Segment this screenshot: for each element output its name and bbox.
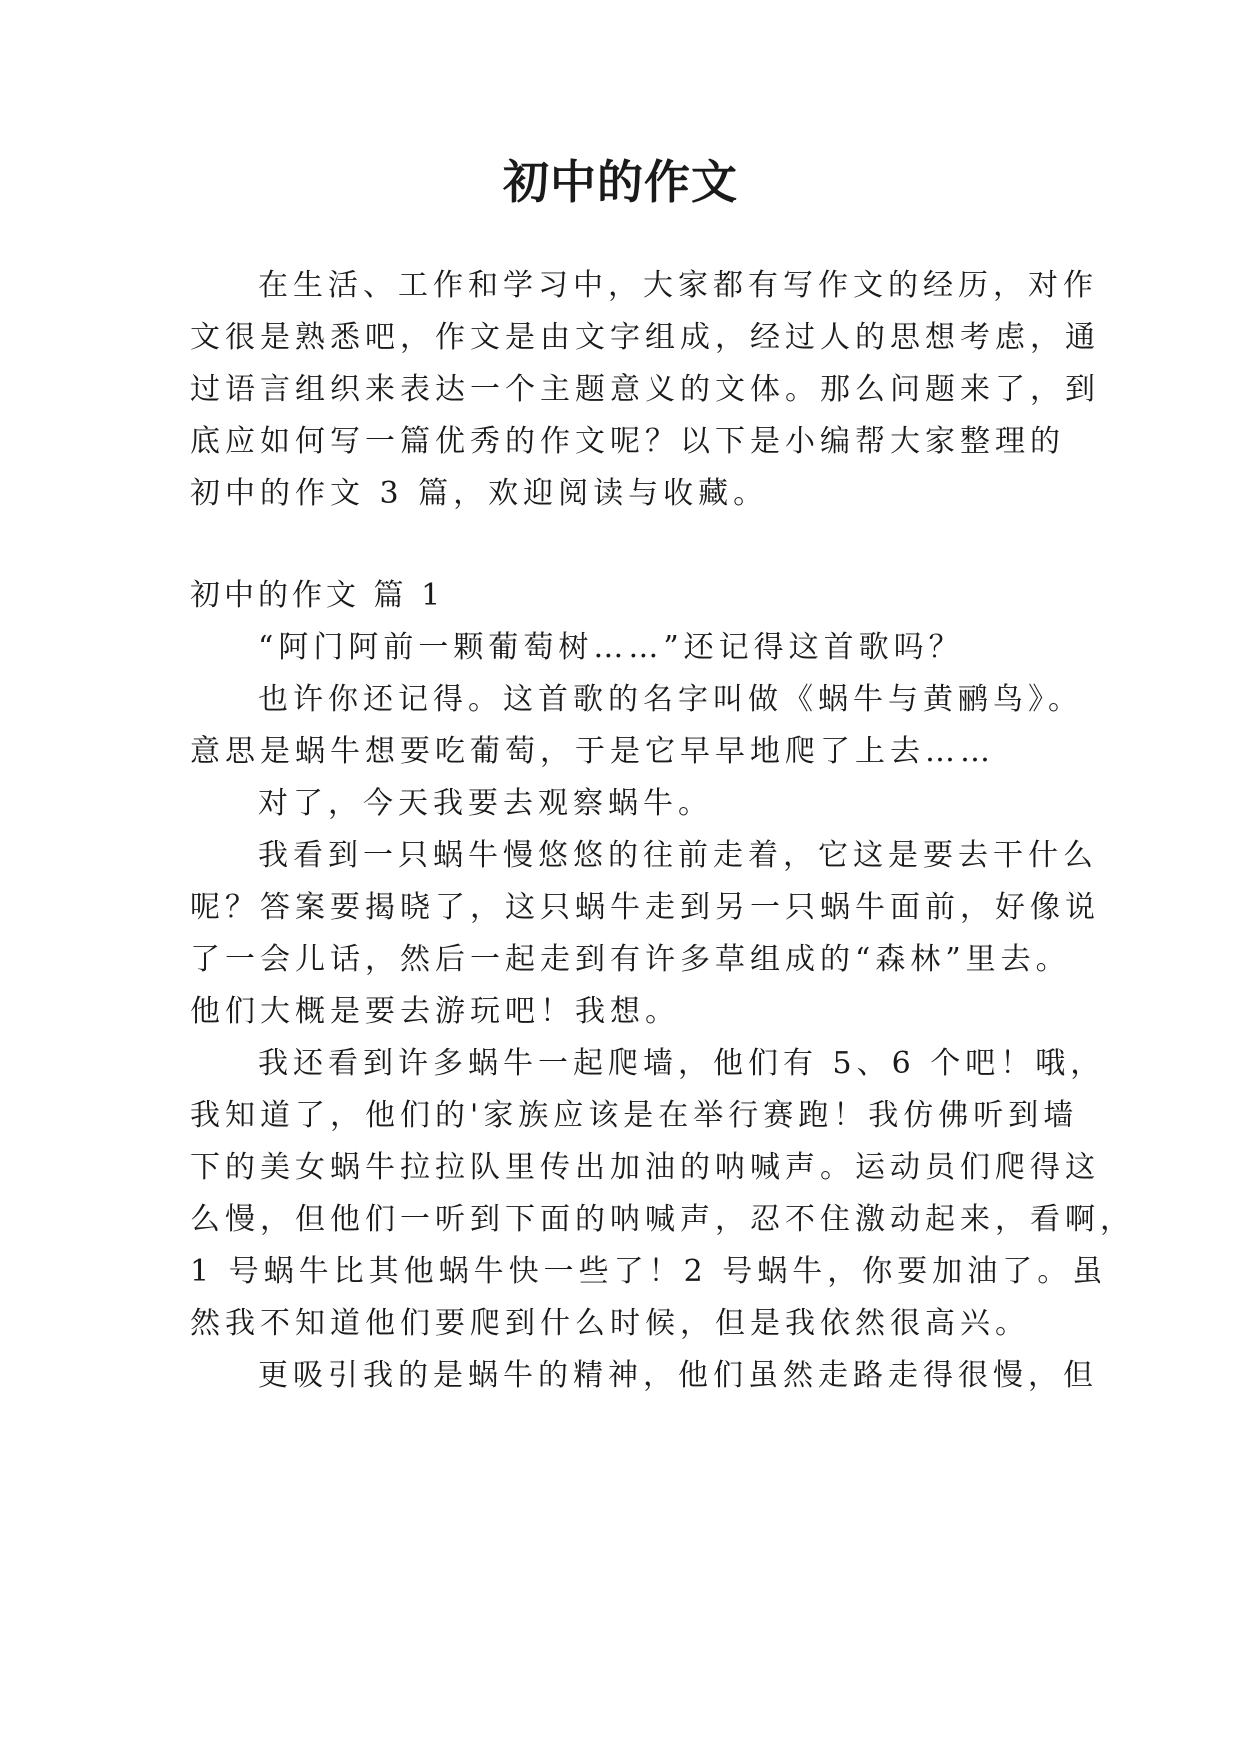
intro-line: 初中的作文 3 篇，欢迎阅读与收藏。 [190,476,769,511]
body-line: 意思是蜗牛想要吃葡萄，于是它早早地爬了上去…… [190,734,995,769]
body-line: 1 号蜗牛比其他蜗牛快一些了！2 号蜗牛，你要加油了。虽 [190,1254,1108,1289]
body-line: 也许你还记得。这首歌的名字叫做《蜗牛与黄鹂鸟》。 [258,682,1083,717]
body-line: 对了，今天我要去观察蜗牛。 [258,786,713,821]
section-heading: 初中的作文 篇 1 [190,578,445,613]
body-line: 更吸引我的是蜗牛的精神，他们虽然走路走得很慢，但 [258,1358,1098,1393]
body-line: 我看到一只蜗牛慢悠悠的往前走着，它这是要去干什么 [258,838,1098,873]
body-line: 他们大概是要去游玩吧！我想。 [190,994,680,1029]
intro-line: 过语言组织来表达一个主题意义的文体。那么问题来了，到 [190,372,1100,407]
body-line: 呢？答案要揭晓了，这只蜗牛走到另一只蜗牛面前，好像说 [190,890,1100,925]
body-line: 么慢，但他们一听到下面的呐喊声，忍不住激动起来，看啊， [190,1202,1135,1237]
body-line: 我知道了，他们的'家族应该是在举行赛跑！我仿佛听到墙 [190,1098,1079,1133]
body-line: 我还看到许多蜗牛一起爬墙，他们有 5、6 个吧！哦， [258,1046,1106,1081]
body-line: 下的美女蜗牛拉拉队里传出加油的呐喊声。运动员们爬得这 [190,1150,1100,1185]
body-line: 了一会儿话，然后一起走到有许多草组成的“森林”里去。 [190,942,1071,977]
body-line: 然我不知道他们要爬到什么时候，但是我依然很高兴。 [190,1306,1030,1341]
intro-line: 底应如何写一篇优秀的作文呢？以下是小编帮大家整理的 [190,424,1065,459]
body-line: “阿门阿前一颗葡萄树……”还记得这首歌吗？ [258,630,964,665]
page-title: 初中的作文 [503,155,738,209]
intro-line: 在生活、工作和学习中，大家都有写作文的经历，对作 [258,268,1098,303]
intro-line: 文很是熟悉吧，作文是由文字组成，经过人的思想考虑，通 [190,320,1100,355]
